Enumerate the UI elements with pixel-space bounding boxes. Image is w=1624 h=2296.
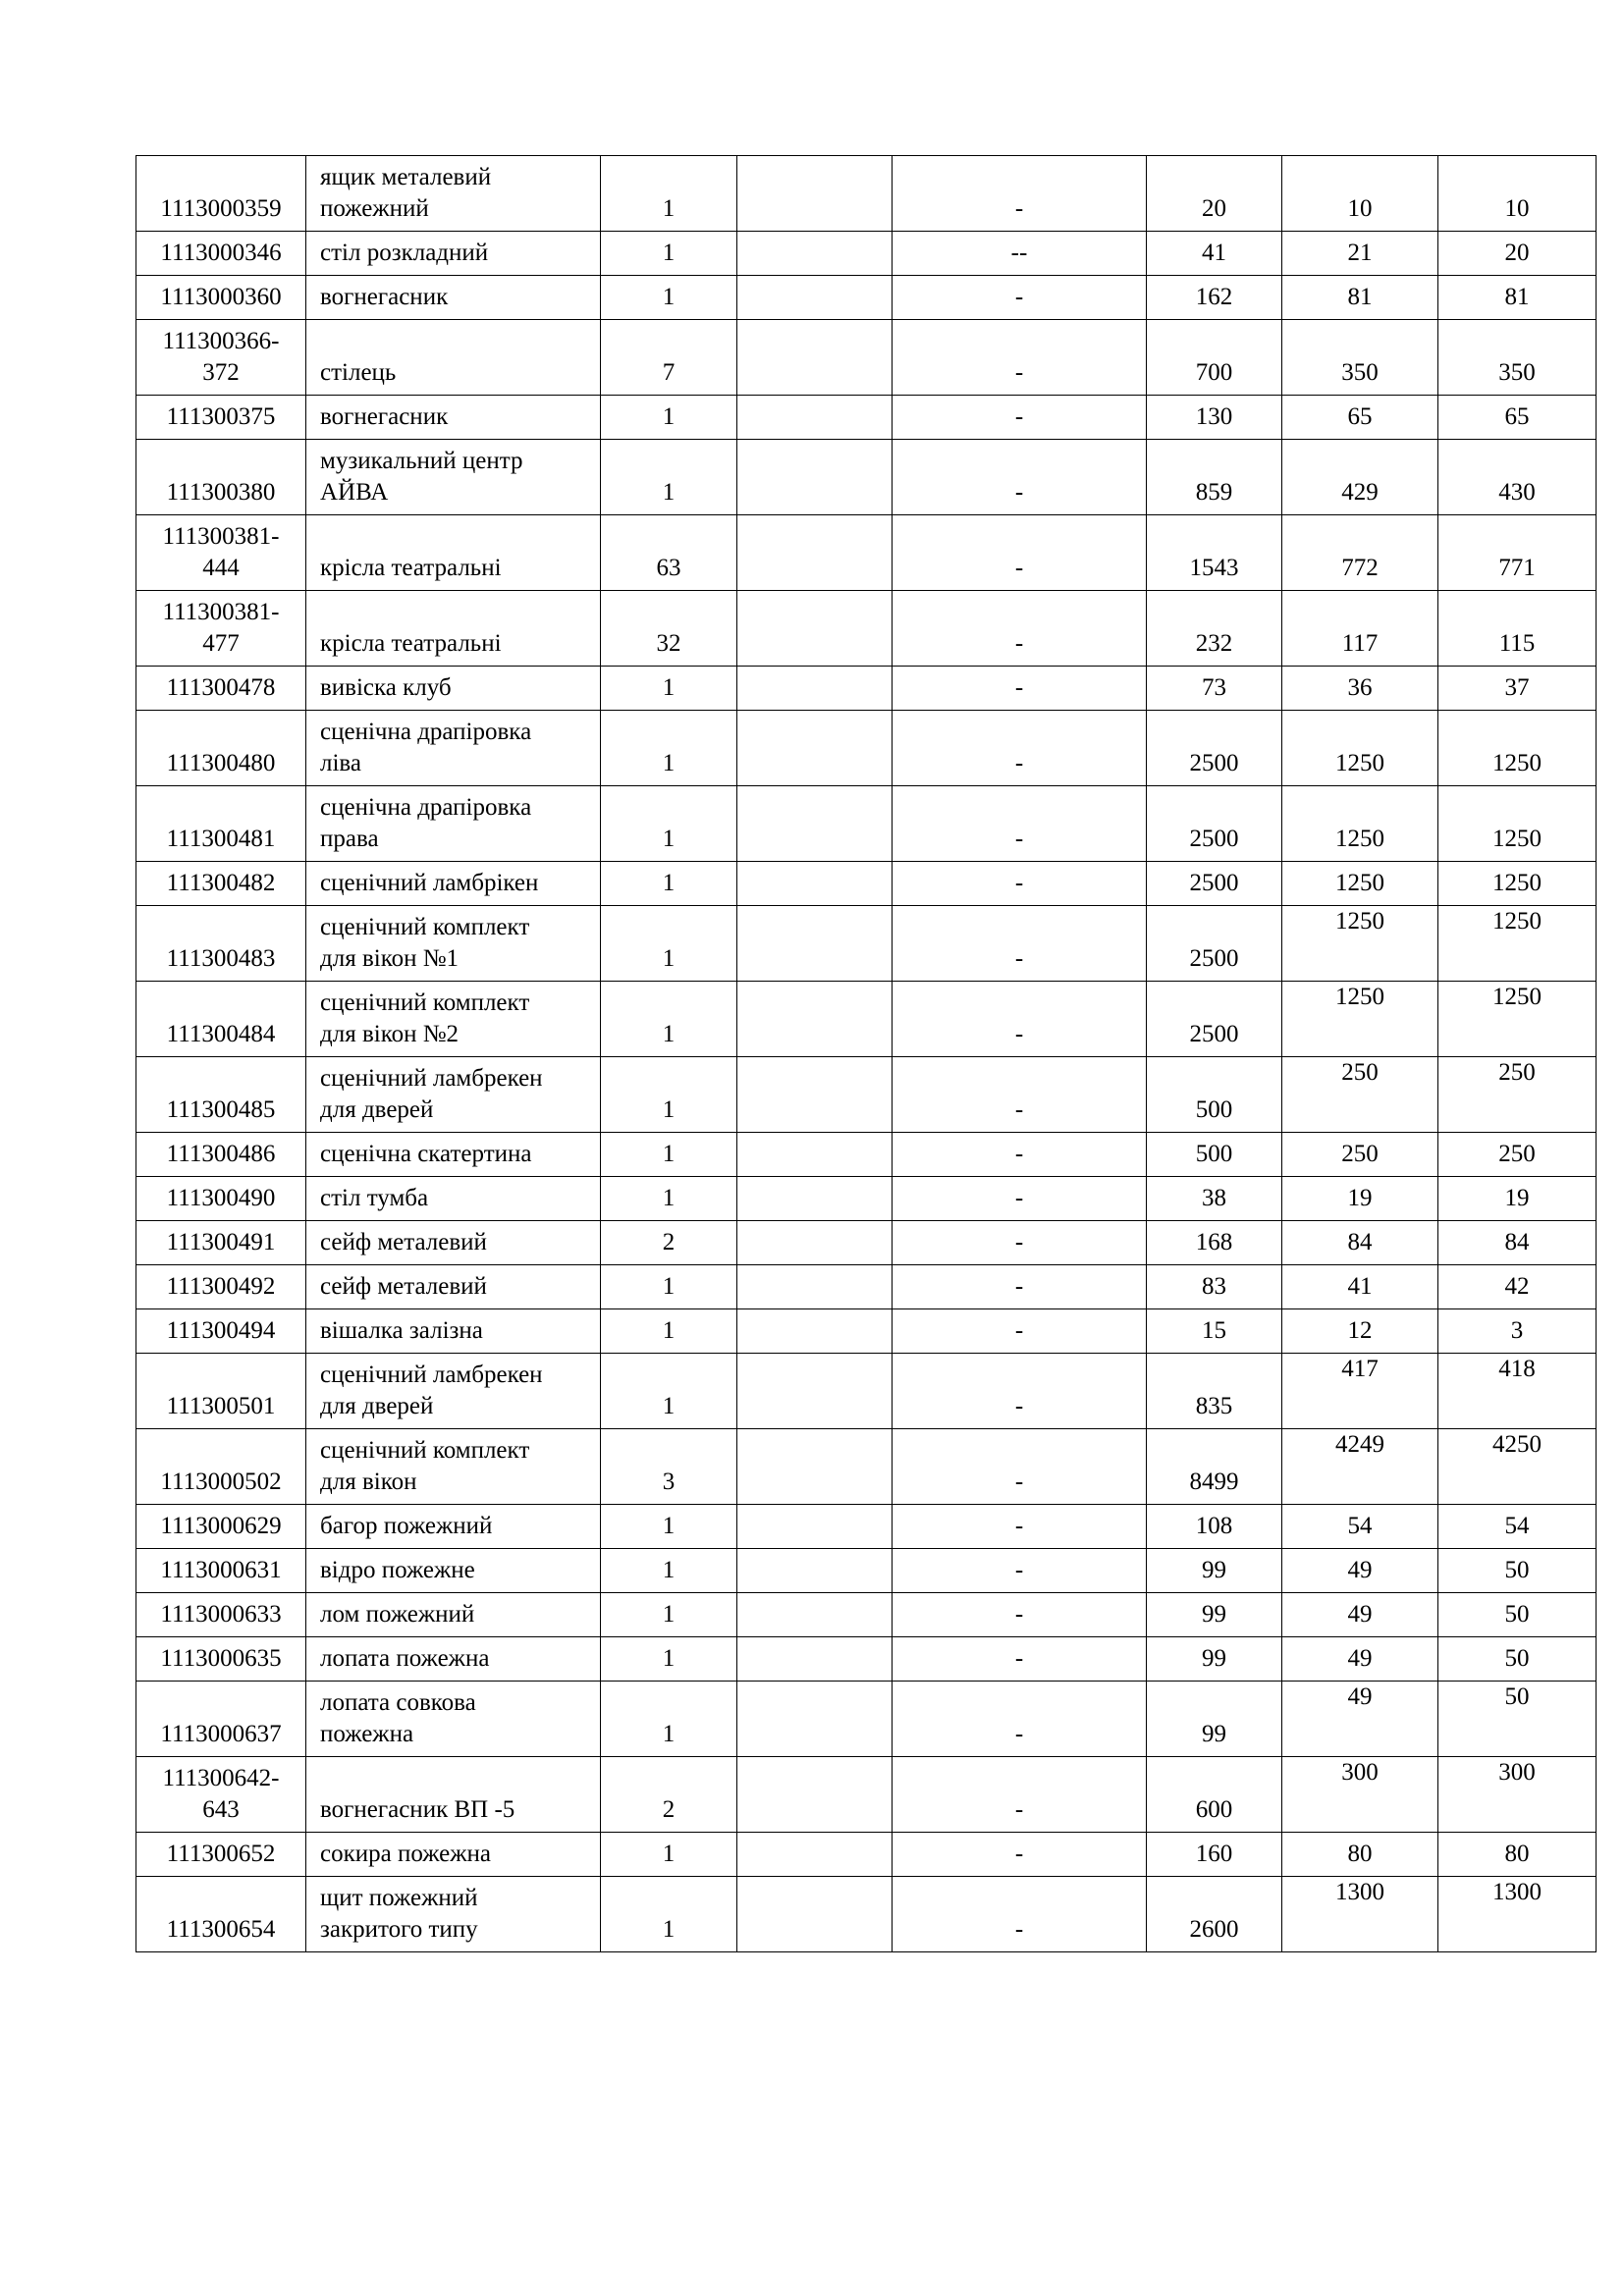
value-a-cell: 84	[1282, 1221, 1438, 1265]
value-a-cell: 772	[1282, 515, 1438, 591]
total-value-cell: 41	[1147, 232, 1282, 276]
inventory-code-cell: 1113000359	[136, 156, 306, 232]
dash-cell: -	[893, 320, 1147, 396]
value-a-cell: 12	[1282, 1309, 1438, 1354]
value-b-cell: 19	[1438, 1177, 1597, 1221]
item-name-cell: сейф металевий	[306, 1265, 601, 1309]
inventory-code-cell: 111300482	[136, 862, 306, 906]
item-name-cell: сценічна скатертина	[306, 1133, 601, 1177]
inventory-code-cell: 111300652	[136, 1833, 306, 1877]
inventory-code-cell: 1113000631	[136, 1549, 306, 1593]
value-a-cell: 41	[1282, 1265, 1438, 1309]
quantity-cell: 1	[601, 1833, 737, 1877]
quantity-cell: 2	[601, 1757, 737, 1833]
quantity-cell: 7	[601, 320, 737, 396]
value-a-cell: 10	[1282, 156, 1438, 232]
total-value-cell: 8499	[1147, 1429, 1282, 1505]
quantity-cell: 1	[601, 862, 737, 906]
value-b-cell: 84	[1438, 1221, 1597, 1265]
total-value-cell: 99	[1147, 1682, 1282, 1757]
dash-cell: -	[893, 1133, 1147, 1177]
inventory-code-cell: 1113000502	[136, 1429, 306, 1505]
value-a-cell: 250	[1282, 1057, 1438, 1133]
item-name-cell: сценічний ламбрекен для дверей	[306, 1354, 601, 1429]
table-row	[136, 786, 1597, 862]
total-value-cell: 160	[1147, 1833, 1282, 1877]
value-a-cell: 36	[1282, 667, 1438, 711]
dash-cell: -	[893, 276, 1147, 320]
total-value-cell: 2600	[1147, 1877, 1282, 1952]
quantity-cell: 1	[601, 1057, 737, 1133]
item-name-cell: стіл розкладний	[306, 232, 601, 276]
quantity-cell: 1	[601, 156, 737, 232]
table-row	[136, 320, 1597, 396]
item-name-cell: стіл тумба	[306, 1177, 601, 1221]
table-row	[136, 1877, 1597, 1952]
empty-cell	[737, 1177, 893, 1221]
dash-cell: -	[893, 1429, 1147, 1505]
value-b-cell: 81	[1438, 276, 1597, 320]
table-row	[136, 1265, 1597, 1309]
dash-cell: -	[893, 515, 1147, 591]
dash-cell: -	[893, 591, 1147, 667]
item-name-cell: сценічний ламбрекен для дверей	[306, 1057, 601, 1133]
total-value-cell: 99	[1147, 1593, 1282, 1637]
inventory-code-cell: 111300491	[136, 1221, 306, 1265]
item-name-cell: сценічний комплект для вікон	[306, 1429, 601, 1505]
empty-cell	[737, 1221, 893, 1265]
value-b-cell: 42	[1438, 1265, 1597, 1309]
dash-cell: -	[893, 1354, 1147, 1429]
table-row	[136, 1593, 1597, 1637]
value-b-cell: 1250	[1438, 711, 1597, 786]
dash-cell: -	[893, 667, 1147, 711]
quantity-cell: 3	[601, 1429, 737, 1505]
value-b-cell: 430	[1438, 440, 1597, 515]
total-value-cell: 162	[1147, 276, 1282, 320]
empty-cell	[737, 1057, 893, 1133]
value-b-cell: 20	[1438, 232, 1597, 276]
item-name-cell: вогнегасник	[306, 396, 601, 440]
empty-cell	[737, 515, 893, 591]
quantity-cell: 2	[601, 1221, 737, 1265]
empty-cell	[737, 786, 893, 862]
item-name-cell: сокира пожежна	[306, 1833, 601, 1877]
value-a-cell: 117	[1282, 591, 1438, 667]
total-value-cell: 2500	[1147, 786, 1282, 862]
total-value-cell: 500	[1147, 1133, 1282, 1177]
item-name-cell: лопата пожежна	[306, 1637, 601, 1682]
table-row	[136, 1354, 1597, 1429]
item-name-cell: вішалка залізна	[306, 1309, 601, 1354]
empty-cell	[737, 667, 893, 711]
value-a-cell: 49	[1282, 1637, 1438, 1682]
value-b-cell: 115	[1438, 591, 1597, 667]
inventory-code-cell: 1113000633	[136, 1593, 306, 1637]
inventory-code-cell: 111300654	[136, 1877, 306, 1952]
total-value-cell: 2500	[1147, 862, 1282, 906]
table-row	[136, 396, 1597, 440]
value-b-cell: 771	[1438, 515, 1597, 591]
total-value-cell: 99	[1147, 1637, 1282, 1682]
quantity-cell: 1	[601, 906, 737, 982]
total-value-cell: 835	[1147, 1354, 1282, 1429]
quantity-cell: 1	[601, 232, 737, 276]
dash-cell: -	[893, 1637, 1147, 1682]
total-value-cell: 700	[1147, 320, 1282, 396]
table-row	[136, 1549, 1597, 1593]
item-name-cell: лопата совкова пожежна	[306, 1682, 601, 1757]
empty-cell	[737, 1549, 893, 1593]
quantity-cell: 1	[601, 1549, 737, 1593]
table-row	[136, 711, 1597, 786]
table-row	[136, 1177, 1597, 1221]
table-row	[136, 1833, 1597, 1877]
table-row	[136, 232, 1597, 276]
value-a-cell: 300	[1282, 1757, 1438, 1833]
value-b-cell: 65	[1438, 396, 1597, 440]
empty-cell	[737, 1593, 893, 1637]
quantity-cell: 1	[601, 786, 737, 862]
value-a-cell: 49	[1282, 1593, 1438, 1637]
quantity-cell: 1	[601, 1309, 737, 1354]
value-a-cell: 1250	[1282, 982, 1438, 1057]
total-value-cell: 130	[1147, 396, 1282, 440]
total-value-cell: 83	[1147, 1265, 1282, 1309]
value-a-cell: 80	[1282, 1833, 1438, 1877]
table-row	[136, 1221, 1597, 1265]
empty-cell	[737, 276, 893, 320]
total-value-cell: 2500	[1147, 906, 1282, 982]
total-value-cell: 73	[1147, 667, 1282, 711]
item-name-cell: крісла театральні	[306, 515, 601, 591]
total-value-cell: 15	[1147, 1309, 1282, 1354]
value-a-cell: 4249	[1282, 1429, 1438, 1505]
item-name-cell: сейф металевий	[306, 1221, 601, 1265]
table-row	[136, 667, 1597, 711]
quantity-cell: 1	[601, 711, 737, 786]
quantity-cell: 1	[601, 440, 737, 515]
empty-cell	[737, 1133, 893, 1177]
item-name-cell: сценічний комплект для вікон №1	[306, 906, 601, 982]
value-b-cell: 50	[1438, 1682, 1597, 1757]
empty-cell	[737, 906, 893, 982]
value-b-cell: 50	[1438, 1549, 1597, 1593]
quantity-cell: 1	[601, 1177, 737, 1221]
table-row	[136, 156, 1597, 232]
value-a-cell: 250	[1282, 1133, 1438, 1177]
dash-cell: -	[893, 1877, 1147, 1952]
item-name-cell: вивіска клуб	[306, 667, 601, 711]
empty-cell	[737, 1757, 893, 1833]
total-value-cell: 108	[1147, 1505, 1282, 1549]
item-name-cell: крісла театральні	[306, 591, 601, 667]
empty-cell	[737, 1833, 893, 1877]
inventory-code-cell: 111300481	[136, 786, 306, 862]
total-value-cell: 2500	[1147, 982, 1282, 1057]
inventory-code-cell: 1113000635	[136, 1637, 306, 1682]
dash-cell: -	[893, 786, 1147, 862]
dash-cell: -	[893, 1593, 1147, 1637]
total-value-cell: 500	[1147, 1057, 1282, 1133]
empty-cell	[737, 1265, 893, 1309]
value-a-cell: 1250	[1282, 786, 1438, 862]
inventory-table	[135, 155, 1597, 1952]
total-value-cell: 859	[1147, 440, 1282, 515]
inventory-code-cell: 111300484	[136, 982, 306, 1057]
quantity-cell: 1	[601, 396, 737, 440]
table-row	[136, 862, 1597, 906]
empty-cell	[737, 1354, 893, 1429]
quantity-cell: 1	[601, 1877, 737, 1952]
value-b-cell: 50	[1438, 1637, 1597, 1682]
value-a-cell: 1250	[1282, 711, 1438, 786]
dash-cell: -	[893, 156, 1147, 232]
value-b-cell: 250	[1438, 1057, 1597, 1133]
inventory-code-cell: 111300486	[136, 1133, 306, 1177]
empty-cell	[737, 982, 893, 1057]
quantity-cell: 1	[601, 1637, 737, 1682]
item-name-cell: сценічна драпіровка права	[306, 786, 601, 862]
value-a-cell: 49	[1282, 1682, 1438, 1757]
value-b-cell: 10	[1438, 156, 1597, 232]
dash-cell: -	[893, 711, 1147, 786]
dash-cell: -	[893, 906, 1147, 982]
dash-cell: -	[893, 1682, 1147, 1757]
value-b-cell: 300	[1438, 1757, 1597, 1833]
inventory-code-cell: 111300642- 643	[136, 1757, 306, 1833]
inventory-code-cell: 1113000360	[136, 276, 306, 320]
value-a-cell: 81	[1282, 276, 1438, 320]
inventory-code-cell: 111300501	[136, 1354, 306, 1429]
empty-cell	[737, 1429, 893, 1505]
quantity-cell: 1	[601, 1682, 737, 1757]
value-a-cell: 350	[1282, 320, 1438, 396]
item-name-cell: ящик металевий пожежний	[306, 156, 601, 232]
total-value-cell: 1543	[1147, 515, 1282, 591]
item-name-cell: сценічний ламбрікен	[306, 862, 601, 906]
total-value-cell: 99	[1147, 1549, 1282, 1593]
table-row	[136, 1309, 1597, 1354]
value-b-cell: 250	[1438, 1133, 1597, 1177]
value-a-cell: 54	[1282, 1505, 1438, 1549]
table-row	[136, 982, 1597, 1057]
dash-cell: -	[893, 440, 1147, 515]
value-a-cell: 417	[1282, 1354, 1438, 1429]
value-b-cell: 1250	[1438, 906, 1597, 982]
quantity-cell: 1	[601, 1593, 737, 1637]
value-b-cell: 350	[1438, 320, 1597, 396]
value-a-cell: 429	[1282, 440, 1438, 515]
inventory-code-cell: 1113000629	[136, 1505, 306, 1549]
inventory-code-cell: 111300380	[136, 440, 306, 515]
dash-cell: -	[893, 1833, 1147, 1877]
quantity-cell: 1	[601, 1505, 737, 1549]
item-name-cell: багор пожежний	[306, 1505, 601, 1549]
value-b-cell: 3	[1438, 1309, 1597, 1354]
dash-cell: -	[893, 1221, 1147, 1265]
value-a-cell: 21	[1282, 232, 1438, 276]
quantity-cell: 1	[601, 1133, 737, 1177]
inventory-code-cell: 111300375	[136, 396, 306, 440]
total-value-cell: 168	[1147, 1221, 1282, 1265]
dash-cell: -	[893, 982, 1147, 1057]
total-value-cell: 232	[1147, 591, 1282, 667]
table-row	[136, 1057, 1597, 1133]
table-row	[136, 906, 1597, 982]
item-name-cell: сценічна драпіровка ліва	[306, 711, 601, 786]
dash-cell: -	[893, 1757, 1147, 1833]
empty-cell	[737, 396, 893, 440]
value-b-cell: 37	[1438, 667, 1597, 711]
quantity-cell: 1	[601, 982, 737, 1057]
value-b-cell: 4250	[1438, 1429, 1597, 1505]
table-row	[136, 591, 1597, 667]
item-name-cell: відро пожежне	[306, 1549, 601, 1593]
empty-cell	[737, 1682, 893, 1757]
item-name-cell: лом пожежний	[306, 1593, 601, 1637]
table-row	[136, 1133, 1597, 1177]
empty-cell	[737, 440, 893, 515]
table-row	[136, 440, 1597, 515]
empty-cell	[737, 1877, 893, 1952]
quantity-cell: 1	[601, 276, 737, 320]
item-name-cell: стілець	[306, 320, 601, 396]
value-b-cell: 80	[1438, 1833, 1597, 1877]
value-a-cell: 19	[1282, 1177, 1438, 1221]
dash-cell: -	[893, 1309, 1147, 1354]
value-a-cell: 49	[1282, 1549, 1438, 1593]
value-a-cell: 65	[1282, 396, 1438, 440]
table-row	[136, 515, 1597, 591]
inventory-rows	[136, 156, 1597, 1952]
value-b-cell: 1250	[1438, 862, 1597, 906]
dash-cell: -	[893, 862, 1147, 906]
table-row	[136, 276, 1597, 320]
empty-cell	[737, 320, 893, 396]
inventory-code-cell: 111300381- 477	[136, 591, 306, 667]
total-value-cell: 38	[1147, 1177, 1282, 1221]
quantity-cell: 1	[601, 1354, 737, 1429]
item-name-cell: сценічний комплект для вікон №2	[306, 982, 601, 1057]
total-value-cell: 2500	[1147, 711, 1282, 786]
dash-cell: -	[893, 1265, 1147, 1309]
empty-cell	[737, 232, 893, 276]
dash-cell: -	[893, 1057, 1147, 1133]
inventory-code-cell: 111300366- 372	[136, 320, 306, 396]
value-b-cell: 1250	[1438, 982, 1597, 1057]
table-row	[136, 1757, 1597, 1833]
empty-cell	[737, 862, 893, 906]
table-row	[136, 1637, 1597, 1682]
total-value-cell: 600	[1147, 1757, 1282, 1833]
quantity-cell: 32	[601, 591, 737, 667]
value-a-cell: 1300	[1282, 1877, 1438, 1952]
empty-cell	[737, 1505, 893, 1549]
value-a-cell: 1250	[1282, 906, 1438, 982]
dash-cell: -	[893, 1549, 1147, 1593]
empty-cell	[737, 156, 893, 232]
value-b-cell: 1250	[1438, 786, 1597, 862]
item-name-cell: музикальний центр АЙВА	[306, 440, 601, 515]
item-name-cell: щит пожежний закритого типу	[306, 1877, 601, 1952]
dash-cell: -	[893, 1505, 1147, 1549]
table-row	[136, 1429, 1597, 1505]
inventory-code-cell: 111300381- 444	[136, 515, 306, 591]
inventory-code-cell: 111300480	[136, 711, 306, 786]
empty-cell	[737, 1637, 893, 1682]
inventory-code-cell: 1113000637	[136, 1682, 306, 1757]
value-b-cell: 50	[1438, 1593, 1597, 1637]
value-b-cell: 54	[1438, 1505, 1597, 1549]
item-name-cell: вогнегасник ВП -5	[306, 1757, 601, 1833]
empty-cell	[737, 591, 893, 667]
inventory-code-cell: 111300483	[136, 906, 306, 982]
empty-cell	[737, 1309, 893, 1354]
dash-cell: -	[893, 396, 1147, 440]
inventory-code-cell: 1113000346	[136, 232, 306, 276]
value-a-cell: 1250	[1282, 862, 1438, 906]
dash-cell: -	[893, 1177, 1147, 1221]
dash-cell: --	[893, 232, 1147, 276]
empty-cell	[737, 711, 893, 786]
item-name-cell: вогнегасник	[306, 276, 601, 320]
quantity-cell: 1	[601, 1265, 737, 1309]
table-row	[136, 1682, 1597, 1757]
inventory-code-cell: 111300494	[136, 1309, 306, 1354]
inventory-code-cell: 111300478	[136, 667, 306, 711]
quantity-cell: 63	[601, 515, 737, 591]
inventory-code-cell: 111300485	[136, 1057, 306, 1133]
inventory-code-cell: 111300492	[136, 1265, 306, 1309]
inventory-code-cell: 111300490	[136, 1177, 306, 1221]
value-b-cell: 418	[1438, 1354, 1597, 1429]
quantity-cell: 1	[601, 667, 737, 711]
value-b-cell: 1300	[1438, 1877, 1597, 1952]
table-row	[136, 1505, 1597, 1549]
total-value-cell: 20	[1147, 156, 1282, 232]
